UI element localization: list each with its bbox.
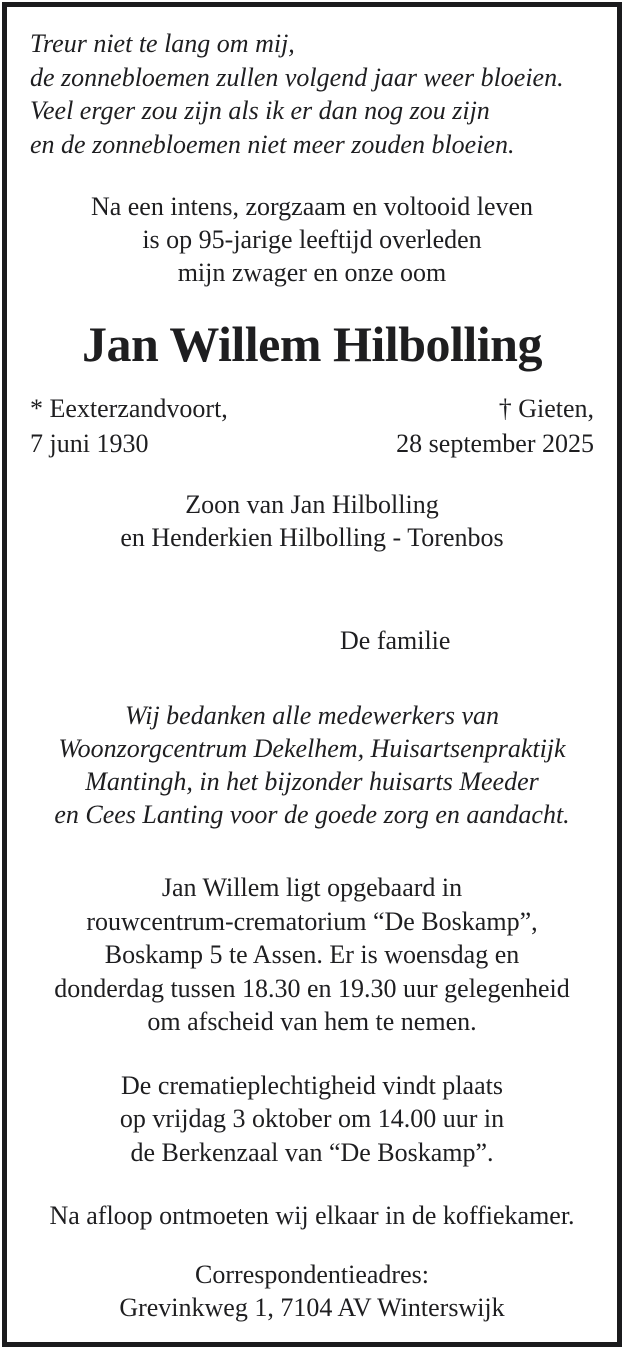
birth-symbol: * [30, 394, 43, 423]
ceremony-line: de Berkenzaal van “De Boskamp”. [130, 1137, 494, 1167]
announcement-line: is op 95-jarige leeftijd overleden [142, 225, 482, 254]
announcement-text [30, 190, 594, 289]
thanks-text [30, 699, 594, 831]
correspondence-info [30, 1258, 594, 1324]
ceremony-line: op vrijdag 3 oktober om 14.00 uur in [119, 1104, 505, 1133]
ceremony-line: De crematieplechtigheid vindt plaats [121, 1070, 503, 1100]
obituary-content [7, 7, 617, 1324]
dagger-symbol: † [498, 394, 512, 423]
parents-text [30, 488, 594, 554]
reception-text: Na afloop ontmoeten wij elkaar in de koffiekamer. [49, 1201, 575, 1230]
birth-info [30, 391, 228, 461]
thanks-line: Wij bedanken alle medewerkers van [125, 701, 499, 730]
death-info [396, 391, 594, 461]
viewing-line: donderdag tussen 18.30 en 19.30 uur gelegenheid [54, 973, 570, 1003]
poem-line: de zonnebloemen zullen volgend jaar weer bloeien. [30, 62, 564, 92]
ceremony-info [30, 1069, 594, 1170]
poem-line: Treur niet te lang om mij, [30, 29, 295, 58]
viewing-line: rouwcentrum-crematorium “De Boskamp”, [86, 906, 538, 936]
birth-place: Eexterzandvoort, [49, 394, 228, 423]
deceased-name: Jan Willem Hilbolling [82, 316, 542, 372]
viewing-line: om afscheid van hem te nemen. [147, 1007, 477, 1036]
announcement-line: mijn zwager en onze oom [177, 258, 447, 287]
viewing-line: Jan Willem ligt opgebaard in [161, 873, 463, 902]
viewing-line: Boskamp 5 te Assen. Er is woensdag en [104, 940, 520, 969]
poem-line: en de zonnebloemen niet meer zouden bloeien. [30, 129, 515, 159]
correspondence-label: Correspondentieadres: [195, 1260, 429, 1289]
thanks-line: en Cees Lanting voor de goede zorg en aandacht. [54, 800, 570, 829]
poem-line: Veel erger zou zijn als ik er dan nog zou zijn [30, 96, 490, 125]
death-place-line [396, 391, 594, 426]
viewing-info [30, 871, 594, 1039]
poem [30, 27, 594, 161]
birth-death-dates [30, 391, 594, 461]
family-signature: De familie [340, 626, 451, 655]
thanks-line: Woonzorgcentrum Dekelhem, Huisartsenpraktijk [58, 734, 566, 763]
obituary-card [2, 2, 622, 1347]
parents-line: en Henderkien Hilbolling - Torenbos [120, 523, 504, 552]
parents-line: Zoon van Jan Hilbolling [185, 490, 439, 519]
thanks-line: Mantingh, in het bijzonder huisarts Meeder [85, 767, 539, 796]
birth-date: 7 juni 1930 [30, 429, 149, 458]
announcement-line: Na een intens, zorgzaam en voltooid leven [90, 192, 534, 221]
death-place: Gieten, [518, 394, 594, 423]
death-date: 28 september 2025 [396, 429, 594, 458]
correspondence-address: Grevinkweg 1, 7104 AV Winterswijk [119, 1293, 505, 1322]
birth-place-line [30, 391, 228, 426]
